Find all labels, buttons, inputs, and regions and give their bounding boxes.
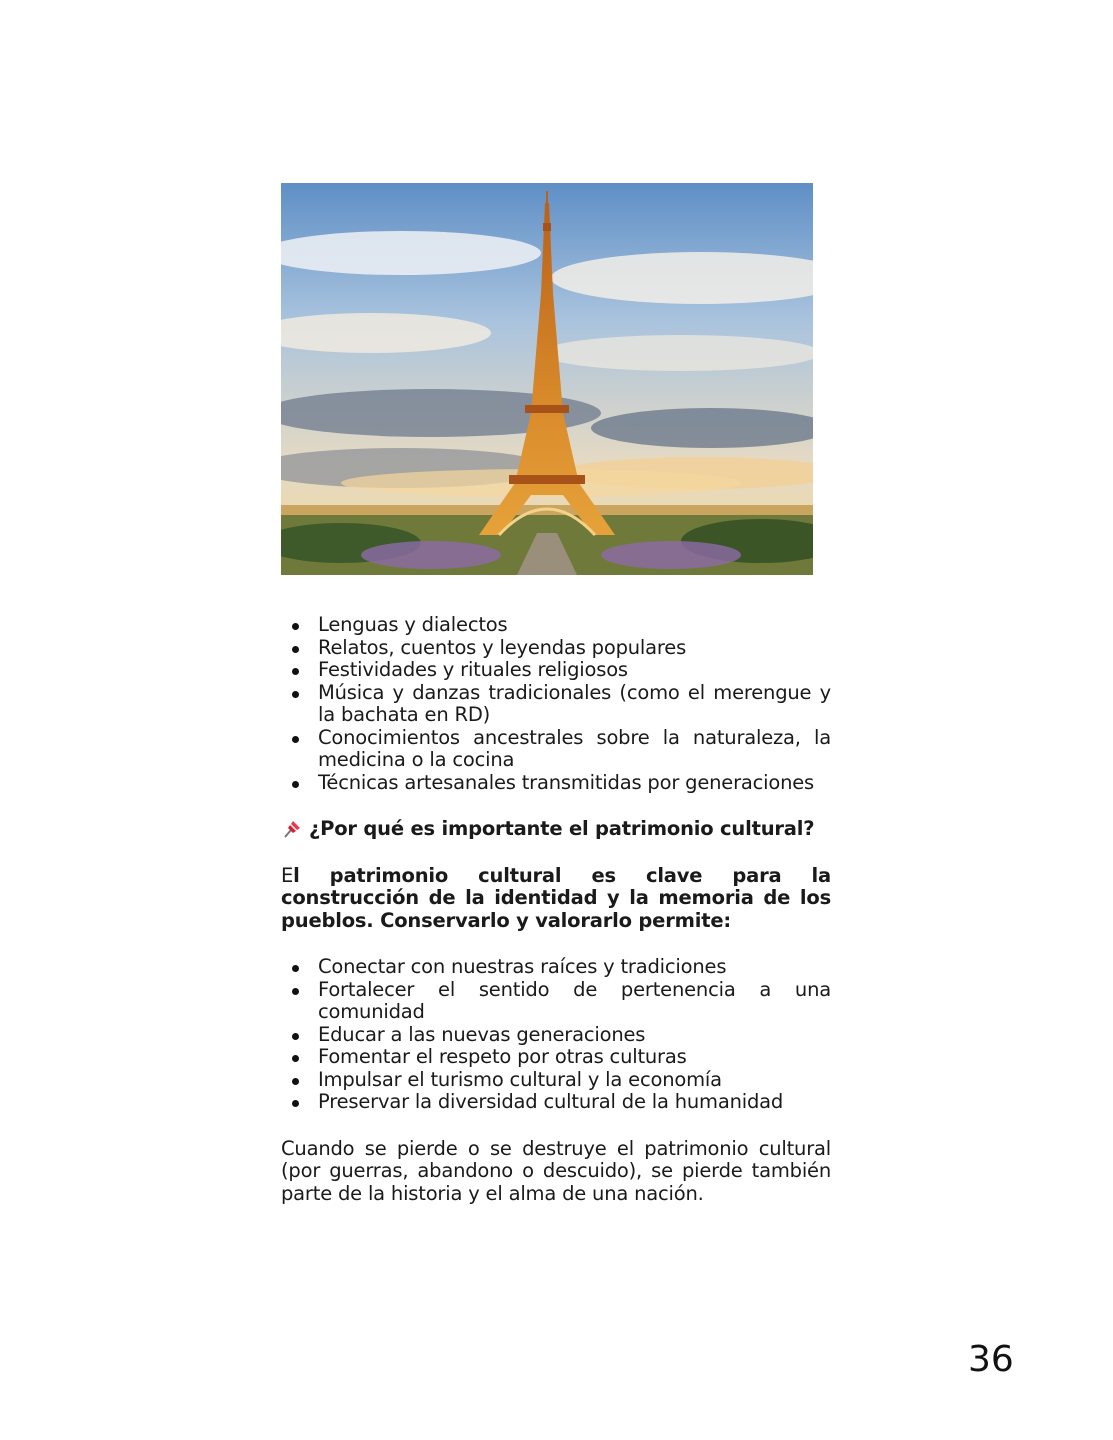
list-item: Impulsar el turismo cultural y la economía	[318, 1069, 831, 1092]
list-item: Relatos, cuentos y leyendas populares	[318, 637, 831, 660]
closing-paragraph: Cuando se pierde o se destruye el patrimonio cultural (por guerras, abandono o descuido), se pierde también parte de la historia y el alma de una nación.	[281, 1136, 831, 1205]
intro-lead: E	[281, 863, 294, 887]
heritage-examples-list	[281, 614, 831, 794]
list-item: Fortalecer el sentido de pertenencia a una comunidad	[318, 977, 831, 1023]
list-item: Fomentar el respeto por otras culturas	[318, 1046, 831, 1069]
list-item: Educar a las nuevas generaciones	[318, 1024, 831, 1047]
section-heading	[281, 818, 831, 841]
list-item: Preservar la diversidad cultural de la humanidad	[318, 1091, 831, 1114]
list-item: Conocimientos ancestrales sobre la naturaleza, la medicina o la cocina	[318, 725, 831, 771]
eiffel-tower-photo	[281, 183, 813, 575]
list-item: Conectar con nuestras raíces y tradiciones	[318, 956, 831, 979]
pushpin-icon	[281, 818, 303, 840]
intro-paragraph	[281, 865, 831, 933]
list-item: Festividades y rituales religiosos	[318, 659, 831, 682]
section-heading-text: ¿Por qué es importante el patrimonio cultural?	[309, 817, 815, 840]
benefits-list	[281, 956, 831, 1114]
page-content	[281, 614, 831, 1225]
list-item: Técnicas artesanales transmitidas por generaciones	[318, 772, 831, 795]
list-item: Lenguas y dialectos	[318, 614, 831, 637]
page-number: 36	[968, 1339, 1014, 1380]
list-item: Música y danzas tradicionales (como el merengue y la bachata en RD)	[318, 680, 831, 726]
intro-bold: l patrimonio cultural es clave para la construcción de la identidad y la memoria de los pueblos. Conservarlo y valorarlo permite:	[281, 863, 831, 932]
